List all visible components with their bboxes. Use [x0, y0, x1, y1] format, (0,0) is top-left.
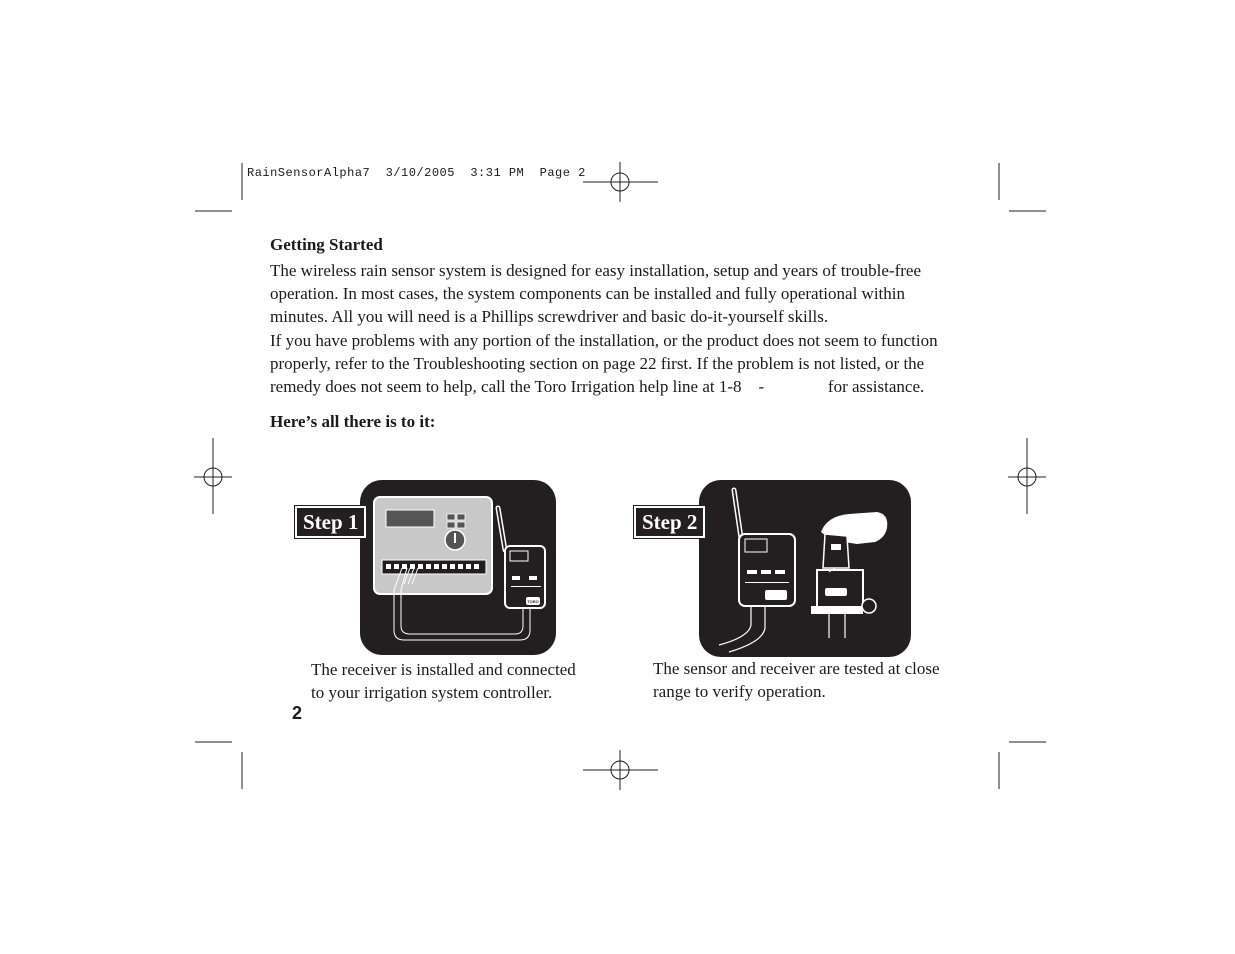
paragraph-line: remedy does not seem to help, call the Toro Irrigation help line at 1-8 - for assistance.: [270, 377, 925, 396]
step-2-label: Step 2: [634, 506, 705, 538]
step-1-illustration: [360, 480, 556, 655]
paragraph-help: [270, 329, 970, 398]
step-2-caption: [653, 657, 940, 703]
step-1-caption: [311, 658, 576, 704]
paragraph-intro: [270, 259, 970, 328]
caption-line: range to verify operation.: [653, 682, 826, 701]
print-slug-line: RainSensorAlpha7 3/10/2005 3:31 PM Page 2: [247, 166, 586, 180]
paragraph-line: properly, refer to the Troubleshooting section on page 22 first. If the problem is not listed, or the: [270, 354, 925, 373]
caption-line: to your irrigation system controller.: [311, 683, 553, 702]
step-2-illustration: [699, 480, 911, 657]
paragraph-line: The wireless rain sensor system is designed for easy installation, setup and years of trouble-free: [270, 261, 922, 280]
paragraph-line: minutes. All you will need is a Phillips screwdriver and basic do-it-yourself skills.: [270, 307, 829, 326]
page-number: 2: [292, 703, 303, 723]
paragraph-line: If you have problems with any portion of the installation, or the product does not seem to function: [270, 331, 938, 350]
paragraph-line: operation. In most cases, the system components can be installed and fully operational within: [270, 284, 905, 303]
toro-logo-label: TORO: [527, 599, 539, 604]
step-1-label: Step 1: [295, 506, 366, 538]
caption-line: The sensor and receiver are tested at close: [653, 659, 940, 678]
caption-line: The receiver is installed and connected: [311, 660, 576, 679]
heading-heres-all: Here’s all there is to it:: [270, 412, 436, 431]
heading-getting-started: Getting Started: [270, 235, 383, 254]
